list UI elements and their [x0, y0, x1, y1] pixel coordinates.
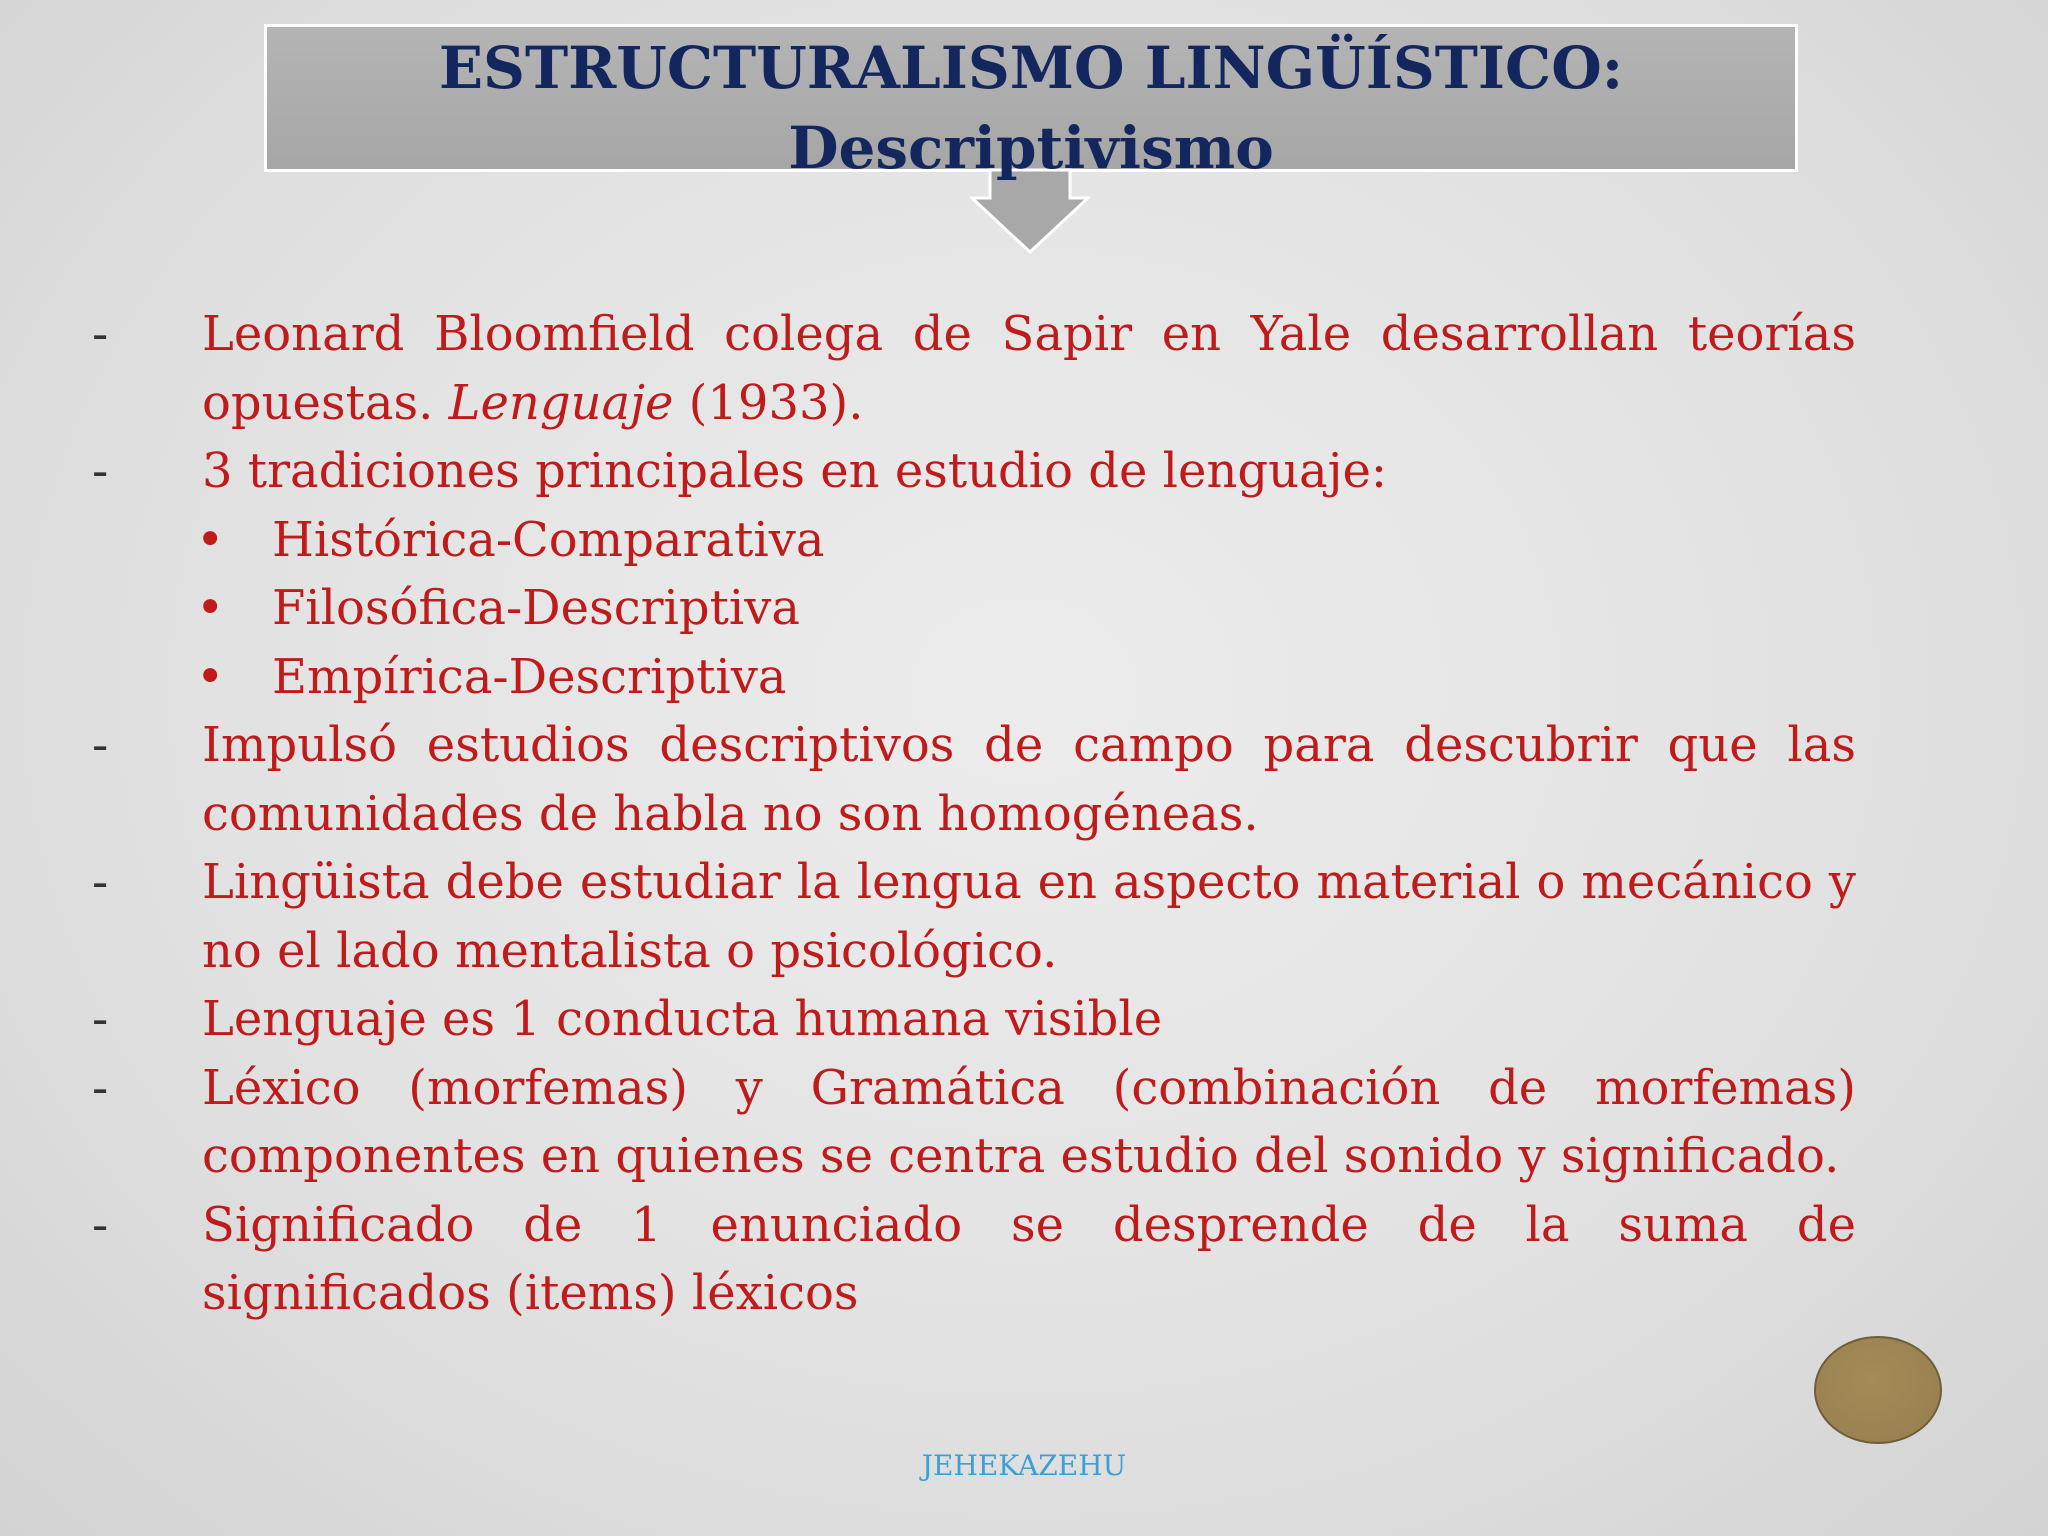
dash-marker: -: [92, 717, 109, 773]
sub-list-item: [86, 506, 1856, 575]
list-item: [86, 985, 1856, 1054]
item-text: [202, 300, 1856, 437]
list-item: [86, 711, 1856, 848]
list-item: [86, 1054, 1856, 1191]
list-item: [86, 1191, 1856, 1328]
book-title: Lenguaje: [448, 374, 674, 431]
item-text-part: Leonard Bloomfield colega de Sapir en Yale desarrollan teorías opuestas.: [202, 306, 1856, 431]
dash-marker: -: [92, 443, 109, 499]
dash-marker: -: [92, 854, 109, 910]
sub-item-text: Histórica-Comparativa: [272, 511, 825, 568]
list-item: [86, 300, 1856, 437]
sub-list-item: [86, 574, 1856, 643]
dash-marker: -: [92, 1059, 109, 1116]
gold-circle-icon[interactable]: [1814, 1336, 1942, 1444]
item-text: Significado de 1 enunciado se desprende de la suma de significados (items) léxicos: [202, 1196, 1856, 1321]
title-line-1: ESTRUCTURALISMO LINGÜÍSTICO:: [438, 34, 1624, 102]
sub-item-text: Filosófica-Descriptiva: [272, 580, 800, 636]
bullet-marker: •: [196, 511, 225, 568]
dash-marker: -: [92, 991, 109, 1047]
bullet-marker: •: [196, 580, 225, 636]
sub-list-item: [86, 643, 1856, 712]
list-item: [86, 437, 1856, 506]
slide-content: [86, 300, 1856, 1328]
item-text: Léxico (morfemas) y Gramática (combinación de morfemas) componentes en quienes se centra estudio del sonido y significado.: [202, 1059, 1856, 1184]
sub-item-text: Empírica-Descriptiva: [272, 648, 787, 705]
title-line-2: Descriptivismo: [788, 114, 1274, 182]
list-item: [86, 848, 1856, 985]
item-text-part: (1933).: [673, 374, 864, 431]
item-text: Lenguaje es 1 conducta humana visible: [202, 991, 1163, 1047]
bullet-marker: •: [196, 648, 225, 705]
item-text: Lingüista debe estudiar la lengua en aspecto material o mecánico y no el lado mentalista o psicológico.: [202, 854, 1856, 979]
item-text: 3 tradiciones principales en estudio de lenguaje:: [202, 443, 1388, 499]
item-text: Impulsó estudios descriptivos de campo para descubrir que las comunidades de habla no son homogéneas.: [202, 717, 1856, 842]
dash-marker: -: [92, 1196, 109, 1253]
dash-marker: -: [92, 306, 109, 362]
footer-author: JEHEKAZEHU: [921, 1449, 1127, 1482]
slide-title: [264, 28, 1798, 188]
